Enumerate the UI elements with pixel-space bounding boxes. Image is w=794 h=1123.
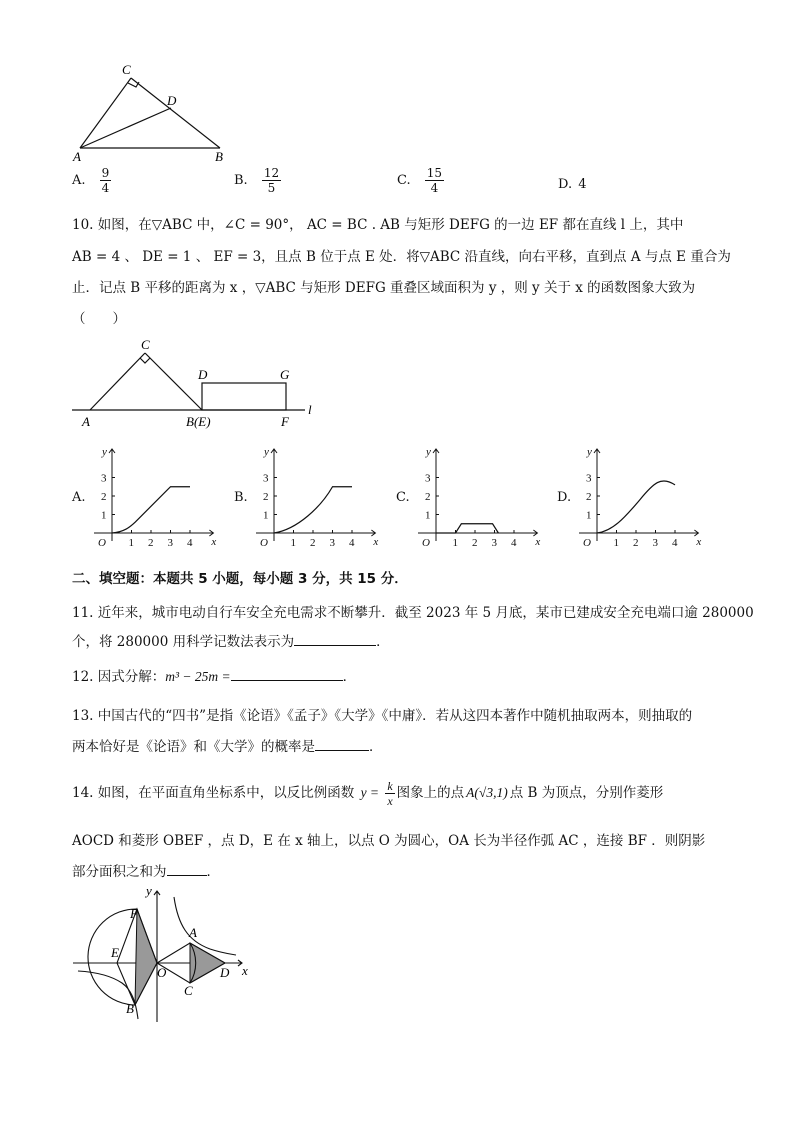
x-tick-label: 2	[148, 537, 154, 549]
graph-option-a-label: A.	[72, 490, 86, 505]
y-tick-label: 2	[425, 491, 431, 503]
fig10-label-BE: B(E)	[186, 414, 211, 429]
graph-option-c-label: C.	[396, 490, 410, 505]
x-axis-label: x	[211, 536, 217, 548]
y-axis-label: y	[264, 446, 269, 458]
q10-line4: （ ）	[72, 311, 126, 327]
x-tick-label: 1	[128, 537, 134, 549]
label-A: A	[73, 149, 81, 164]
y-tick-label: 3	[425, 472, 431, 485]
label-C: C	[122, 62, 131, 77]
label-D: D	[167, 93, 177, 108]
q14-figure	[70, 885, 255, 1025]
y-axis-label: y	[102, 446, 107, 458]
x-tick-label: 2	[472, 537, 478, 549]
graph-option-b-label: B.	[234, 490, 248, 505]
q9-option-b: B. $\frac{12}{5}$	[234, 166, 280, 195]
y-tick-label: 3	[101, 472, 107, 485]
q10-line3: 止．记点 B 平移的距离为 x ，▽ABC 与矩形 DEFG 重叠区域面积为 y ，则 y 关于 x 的函数图象大致为	[72, 280, 696, 296]
y-tick-label: 1	[263, 509, 269, 522]
function-curve	[436, 524, 498, 533]
y-tick-label: 1	[425, 509, 431, 522]
q13-line2: 两本恰好是《论语》和《大学》的概率是 ．	[72, 739, 383, 755]
q9-option-d: D. 4	[558, 177, 587, 192]
label-B: B	[215, 149, 223, 164]
fig14-label-E: E	[111, 945, 119, 960]
fig14-label-y: y	[146, 885, 152, 898]
y-tick-label: 3	[263, 472, 269, 485]
q12-line: 12. 因式分解：m³ − 25m = ．	[72, 669, 357, 685]
x-tick-label: 3	[491, 537, 497, 549]
graph-option-c	[412, 443, 542, 550]
y-tick-label: 2	[263, 491, 269, 503]
x-axis-label: x	[535, 536, 541, 548]
q14-line3: 部分面积之和为 ．	[72, 864, 220, 880]
y-tick-label: 1	[101, 509, 107, 522]
x-tick-label: 3	[167, 537, 173, 549]
q11-line1: 11. 近年来，城市电动自行车安全充电需求不断攀升．截至 2023 年 5 月底，某市已建成安全充电端口逾 280000	[72, 605, 754, 621]
fig10-label-F: F	[281, 414, 289, 429]
y-tick-label: 3	[586, 472, 592, 485]
fig14-label-O: O	[157, 965, 167, 980]
fig10-label-l: l	[308, 402, 312, 417]
x-tick-label: 1	[290, 537, 296, 549]
x-tick-label: 3	[652, 537, 658, 549]
x-tick-label: 3	[329, 537, 335, 549]
q14-line2: AOCD 和菱形 OBEF ，点 D，E 在 x 轴上，以点 O 为圆心，OA 长为半径作弧 AC ，连接 BF ．则阴影	[72, 833, 706, 849]
fig14-label-D: D	[220, 965, 230, 980]
graph-option-d	[573, 443, 703, 550]
q13-line1: 13. 中国古代的“四书”是指《论语》《孟子》《大学》《中庸》．若从这四本著作中随机抽取两本，则抽取的	[72, 708, 693, 724]
x-tick-label: 4	[672, 537, 678, 549]
shaded-region-left	[135, 909, 157, 1005]
x-tick-label: 4	[187, 537, 193, 549]
origin-label: O	[260, 537, 268, 549]
y-tick-label: 2	[586, 491, 592, 503]
q10-line2: AB = 4 、 DE = 1 、 EF = 3，且点 B 位于点 E 处．将▽ABC 沿直线，向右平移，直到点 A 与点 E 重合为	[72, 249, 731, 265]
section-fill-in-title: 二、填空题：本题共 5 小题，每小题 3 分，共 15 分．	[72, 571, 408, 587]
x-tick-label: 2	[310, 537, 316, 549]
q14-answer-blank[interactable]	[167, 863, 207, 876]
graph-option-a	[88, 443, 218, 550]
q14-line1: 14. 如图，在平面直角坐标系中，以反比例函数 y = $\frac{k}{x}$ 图象上的点 A(√3,1) 点 B 为顶点，分别作菱形	[72, 779, 664, 808]
q9-option-c: C. $\frac{15}{4}$	[397, 166, 443, 195]
fig10-label-D: D	[198, 367, 208, 382]
x-axis-label: x	[373, 536, 379, 548]
y-axis-label: y	[587, 446, 592, 458]
x-tick-label: 2	[633, 537, 639, 549]
q11-line2: 个，将 280000 用科学记数法表示为 ．	[72, 634, 390, 650]
q11-answer-blank[interactable]	[294, 633, 376, 646]
fig14-label-F: F	[130, 906, 138, 921]
q9-option-a: A. $\frac{9}{4}$	[72, 166, 110, 195]
graph-option-d-label: D.	[557, 490, 572, 505]
fig14-label-B: B	[126, 1001, 134, 1016]
graph-option-b	[250, 443, 380, 550]
fig10-label-G: G	[280, 367, 290, 382]
x-axis-label: x	[696, 536, 702, 548]
x-tick-label: 4	[349, 537, 355, 549]
q13-answer-blank[interactable]	[315, 738, 369, 751]
fig14-label-x: x	[242, 963, 248, 978]
y-tick-label: 1	[586, 509, 592, 522]
q12-answer-blank[interactable]	[231, 668, 343, 681]
function-curve	[112, 487, 190, 533]
function-curve	[597, 481, 675, 533]
origin-label: O	[422, 537, 430, 549]
x-tick-label: 1	[452, 537, 458, 549]
fig10-label-C: C	[141, 337, 150, 352]
x-tick-label: 1	[613, 537, 619, 549]
q9-triangle-figure	[70, 60, 240, 165]
fig14-label-C: C	[184, 983, 193, 998]
origin-label: O	[583, 537, 591, 549]
y-tick-label: 2	[101, 491, 107, 503]
q10-figure	[70, 335, 330, 435]
q10-line1: 10. 如图，在▽ABC 中，∠C = 90°， AC = BC . AB 与矩形 DEFG 的一边 EF 都在直线 l 上，其中	[72, 217, 684, 233]
origin-label: O	[98, 537, 106, 549]
x-tick-label: 4	[511, 537, 517, 549]
fig14-label-A: A	[189, 925, 197, 940]
y-axis-label: y	[426, 446, 431, 458]
function-curve	[274, 487, 352, 533]
fig10-label-A: A	[82, 414, 90, 429]
